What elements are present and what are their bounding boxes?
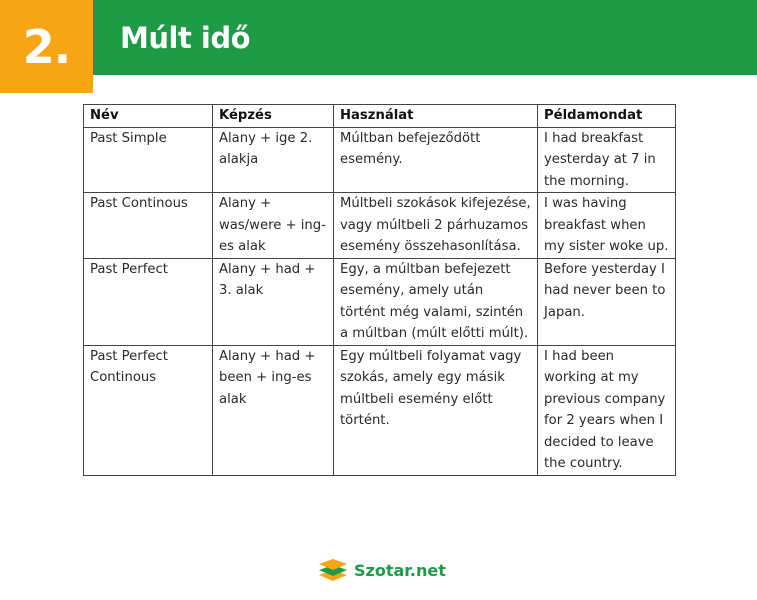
formation-cell: Alany + was/were + ing-es alak (213, 193, 334, 259)
table-row (84, 345, 676, 475)
example-cell: I was having breakfast when my sister woke up. (538, 193, 676, 259)
header-bar (0, 0, 757, 75)
table-header-row (84, 105, 676, 128)
column-header-formation: Képzés (213, 105, 334, 128)
table-row (84, 193, 676, 259)
table-row (84, 127, 676, 193)
table-row (84, 258, 676, 345)
example-cell: I had been working at my previous company for 2 years when I decided to leave the country. (538, 345, 676, 475)
page-title: Múlt idő (120, 21, 251, 55)
stacked-layers-icon (318, 556, 348, 584)
logo-text: Szotar.net (354, 560, 446, 580)
tense-name-cell: Past Continous (84, 193, 213, 259)
formation-cell: Alany + had + 3. alak (213, 258, 334, 345)
example-cell: I had breakfast yesterday at 7 in the morning. (538, 127, 676, 193)
tense-name-cell: Past Perfect Continous (84, 345, 213, 475)
column-header-example: Példamondat (538, 105, 676, 128)
column-header-name: Név (84, 105, 213, 128)
formation-cell: Alany + had + been + ing-es alak (213, 345, 334, 475)
tense-name-cell: Past Perfect (84, 258, 213, 345)
usage-cell: Egy múltbeli folyamat vagy szokás, amely egy másik múltbeli esemény előtt történt. (334, 345, 538, 475)
tense-name-cell: Past Simple (84, 127, 213, 193)
section-number: 2. (22, 19, 71, 74)
example-cell: Before yesterday I had never been to Japan. (538, 258, 676, 345)
section-number-badge (0, 0, 93, 93)
formation-cell: Alany + ige 2. alakja (213, 127, 334, 193)
site-logo[interactable] (318, 556, 446, 584)
usage-cell: Múltban befejeződött esemény. (334, 127, 538, 193)
usage-cell: Múltbeli szokások kifejezése, vagy múltbeli 2 párhuzamos esemény összehasonlítása. (334, 193, 538, 259)
column-header-usage: Használat (334, 105, 538, 128)
tense-table (83, 104, 676, 476)
usage-cell: Egy, a múltban befejezett esemény, amely után történt még valami, szintén a múltban (múlt előtti múlt). (334, 258, 538, 345)
